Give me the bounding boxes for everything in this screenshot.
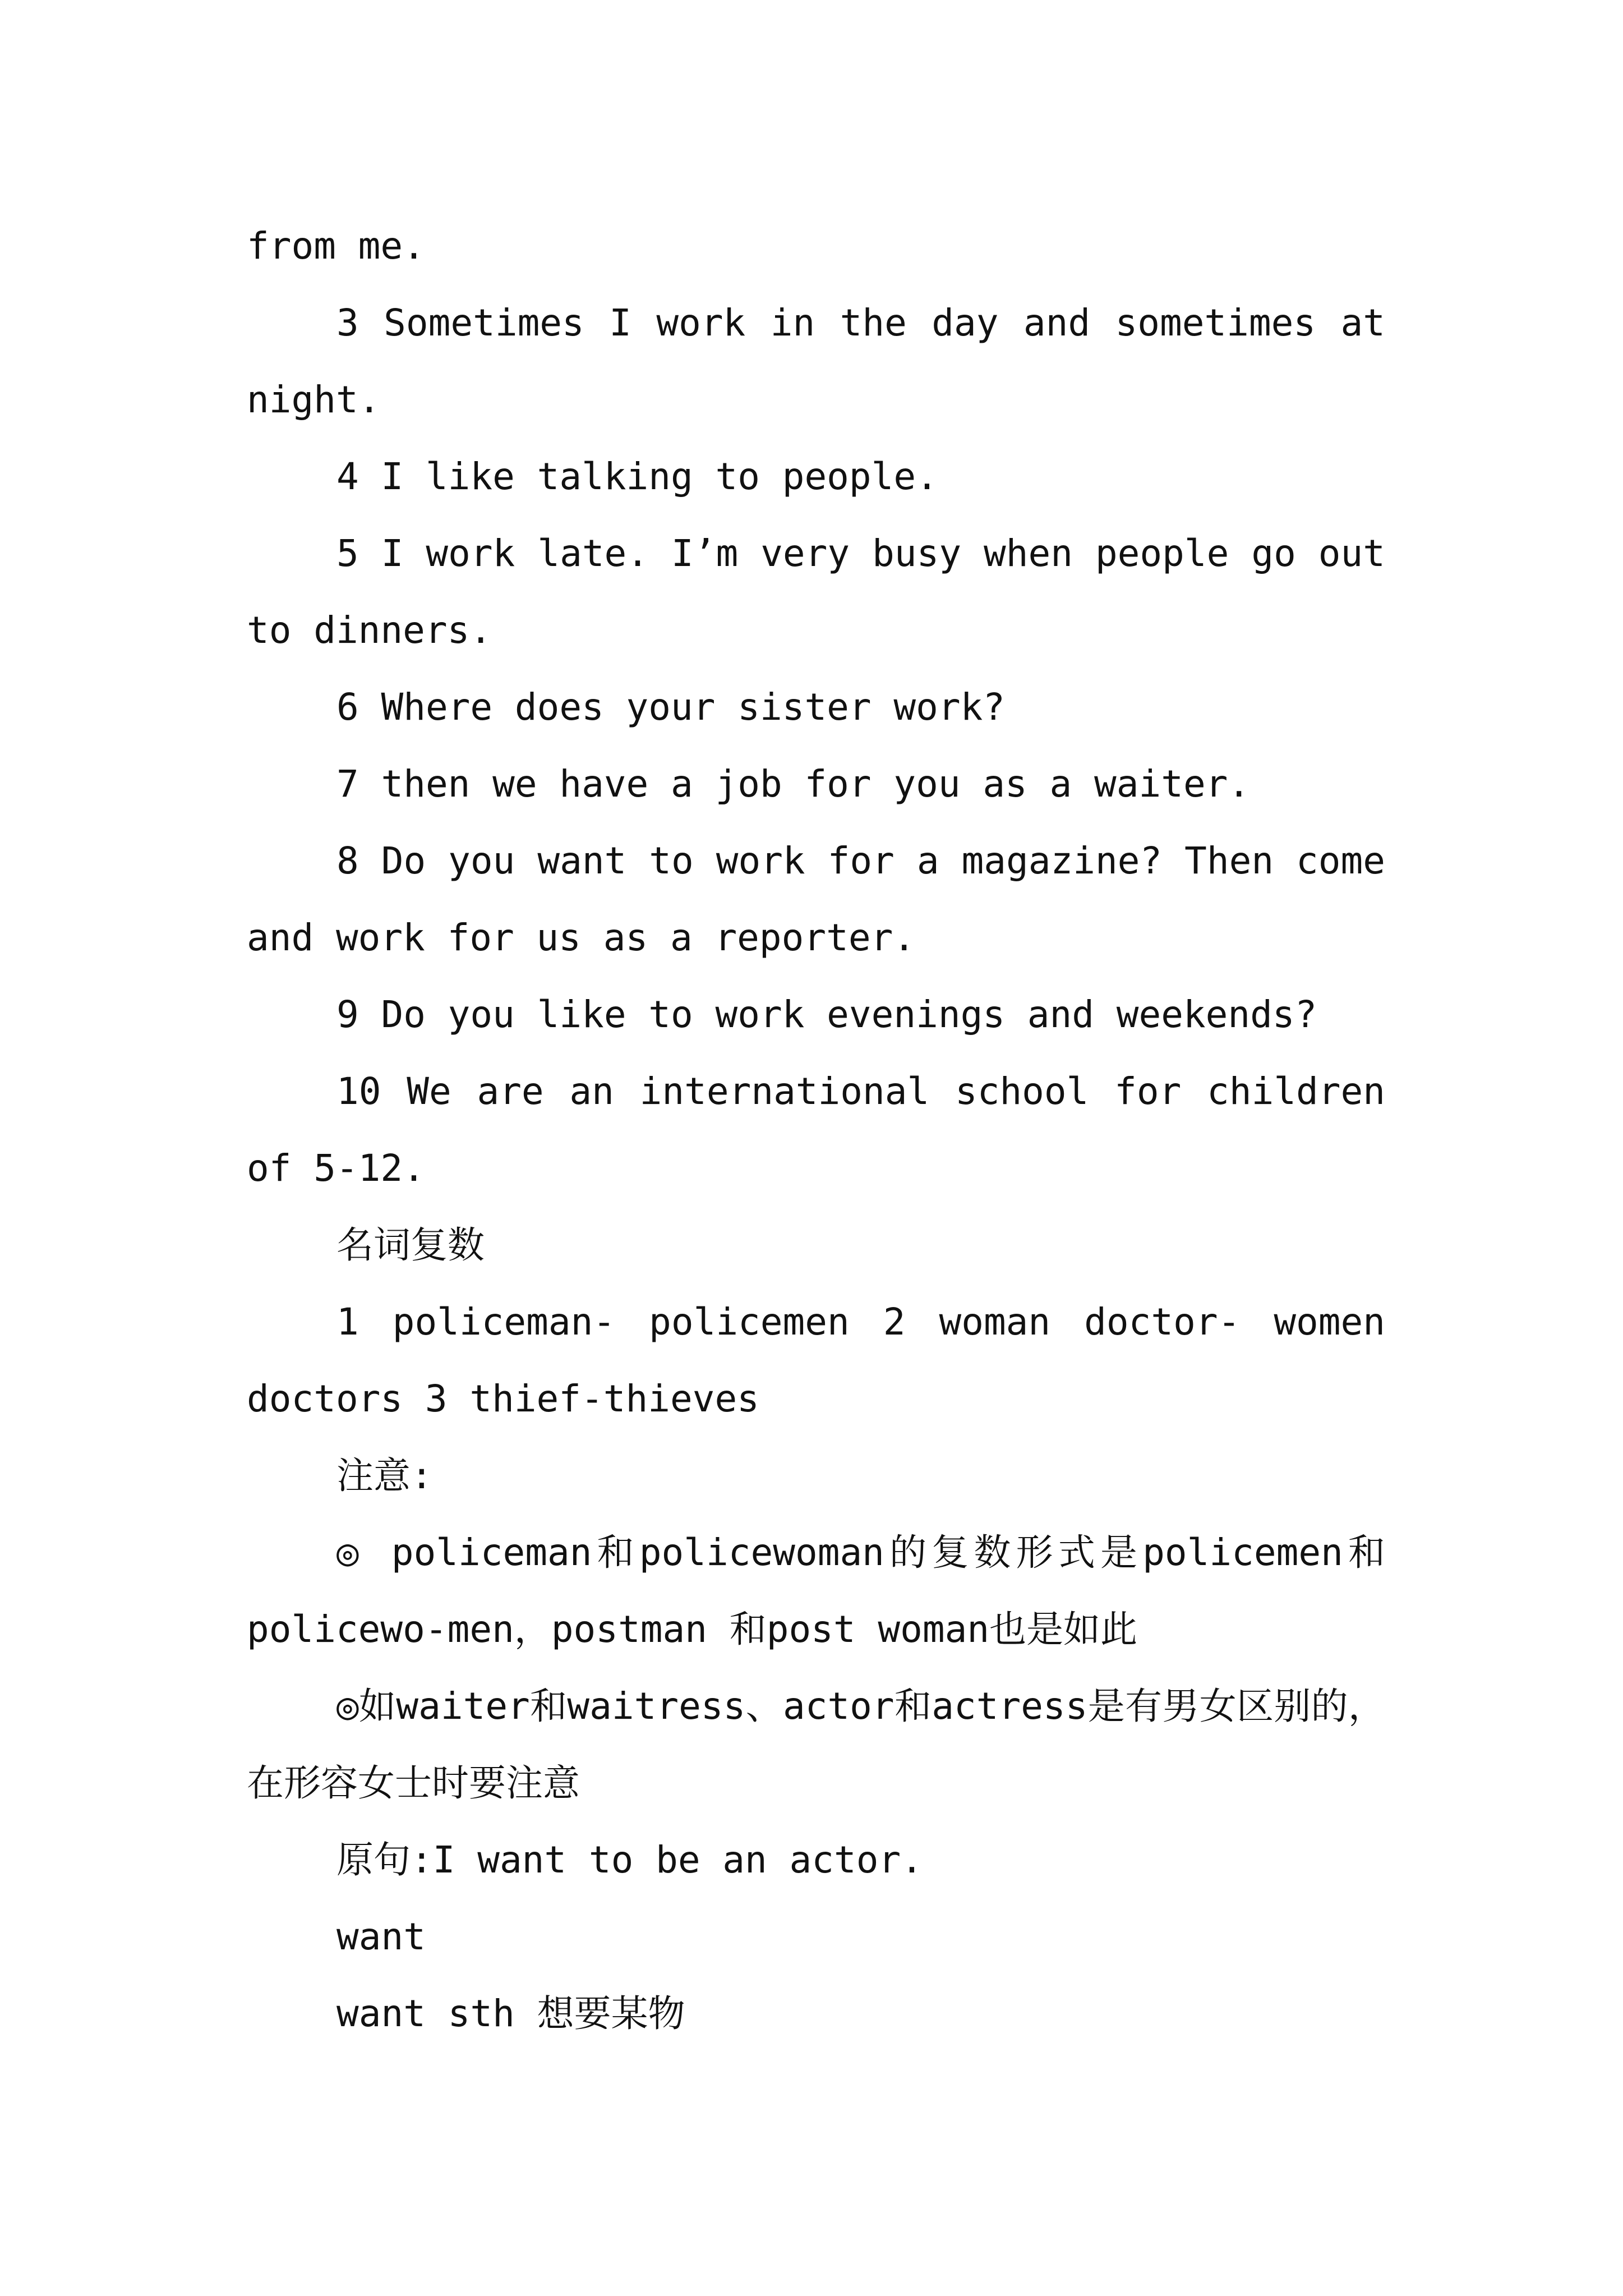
paragraph-continuation: from me. bbox=[247, 224, 425, 268]
sentence-8: 8 Do you want to work for a magazine? Then come and work for us as a reporter. bbox=[247, 839, 1385, 959]
note-item-1: ◎ policeman和policewoman的复数形式是policemen和policewo-men，postman 和post woman也是如此 bbox=[247, 1531, 1385, 1651]
plural-examples: 1 policeman- policemen 2 woman doctor- women doctors 3 thief-thieves bbox=[247, 1300, 1385, 1420]
sentence-4: 4 I like talking to people. bbox=[336, 455, 938, 498]
original-sentence: 原句:I want to be an actor. bbox=[336, 1838, 923, 1881]
sentence-9: 9 Do you like to work evenings and weekends? bbox=[336, 993, 1317, 1036]
usage-want-sth: want sth 想要某物 bbox=[336, 1992, 685, 2035]
section-heading-plural-nouns: 名词复数 bbox=[336, 1223, 485, 1267]
keyword-want: want bbox=[336, 1915, 426, 1958]
sentence-10: 10 We are an international school for children of 5-12. bbox=[247, 1070, 1385, 1190]
document-body bbox=[247, 208, 1385, 2052]
sentence-3: 3 Sometimes I work in the day and sometimes at night. bbox=[247, 301, 1385, 421]
note-heading: 注意: bbox=[336, 1454, 433, 1497]
sentence-6: 6 Where does your sister work? bbox=[336, 685, 1006, 729]
sentence-5: 5 I work late. I’m very busy when people go out to dinners. bbox=[247, 532, 1385, 652]
note-item-2: ◎如waiter和waitress、actor和actress是有男女区别的，在形容女士时要注意 bbox=[247, 1685, 1385, 1805]
sentence-7: 7 then we have a job for you as a waiter. bbox=[336, 762, 1251, 806]
